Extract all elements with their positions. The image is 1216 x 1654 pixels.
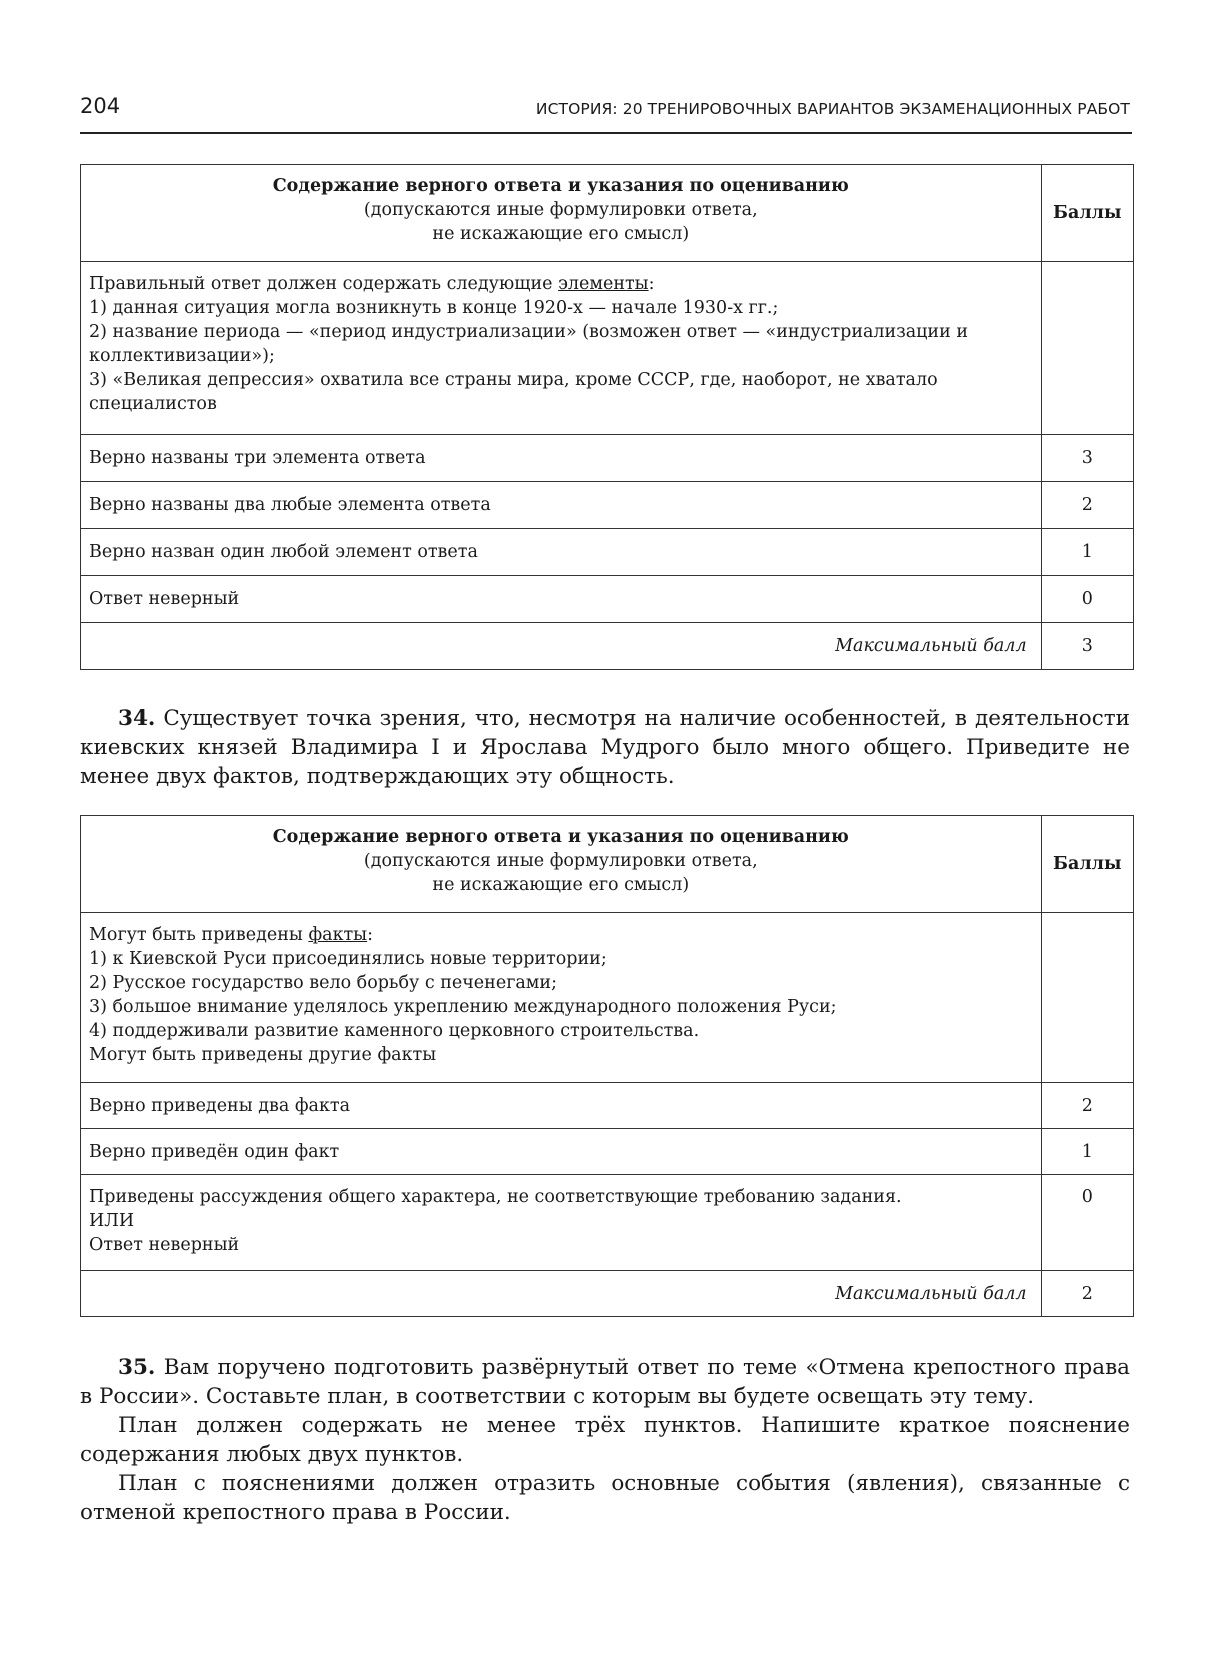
criteria-cell: [81, 913, 1042, 1083]
criteria-item: 2) название периода — «период индустриализации» (возможен ответ — «индустриализации и коллективизации»);: [89, 322, 968, 366]
score-value: 1: [1041, 1129, 1133, 1175]
task-35-paragraph-1: 35. Вам поручено подготовить развёрнутый ответ по теме «Отмена крепостного права в России». Составьте план, в соответствии с которым вы будете освещать эту тему.: [80, 1355, 1130, 1409]
criteria-item: 3) «Великая депрессия» охватила все страны мира, кроме СССР, где, наоборот, не хватало специалистов: [89, 370, 938, 414]
score-header: Баллы: [1041, 816, 1133, 913]
score-row-text: Верно названы два любые элемента ответа: [81, 482, 1042, 529]
score-row: [81, 529, 1134, 576]
max-score-row: [81, 623, 1134, 670]
task-35: [80, 1353, 1130, 1527]
max-score-label: Максимальный балл: [81, 623, 1042, 670]
score-row: [81, 1083, 1134, 1129]
empty-score-cell: [1041, 913, 1133, 1083]
score-value: 0: [1041, 576, 1133, 623]
task-number: 34.: [118, 706, 156, 731]
header-cell: [81, 816, 1042, 913]
score-row: [81, 576, 1134, 623]
criteria-row: [81, 262, 1134, 435]
score-row-text: Приведены рассуждения общего характера, не соответствующие требованию задания. ИЛИ Ответ неверный: [81, 1175, 1042, 1271]
task-35-paragraph-2: План должен содержать не менее трёх пунктов. Напишите краткое пояснение содержания любых двух пунктов.: [80, 1413, 1130, 1467]
score-row-text: Верно приведён один факт: [81, 1129, 1042, 1175]
score-row: [81, 1175, 1134, 1271]
max-score-value: 2: [1041, 1271, 1133, 1317]
task-34-text: 34. Существует точка зрения, что, несмотря на наличие особенностей, в деятельности киевских князей Владимира I и Ярослава Мудрого было много общего. Приведите не менее двух фактов, подтверждающих эту общность.: [80, 706, 1130, 789]
max-score-row: [81, 1271, 1134, 1317]
score-value: 1: [1041, 529, 1133, 576]
score-row: [81, 435, 1134, 482]
score-value: 0: [1041, 1175, 1133, 1271]
page-header: [80, 92, 1132, 134]
score-row-text: Ответ неверный: [81, 576, 1042, 623]
score-value: 2: [1041, 482, 1133, 529]
header-line-2: (допускаются иные формулировки ответа,: [363, 851, 758, 871]
criteria-item: 2) Русское государство вело борьбу с печенегами;: [89, 973, 557, 993]
header-cell: [81, 165, 1042, 262]
max-score-value: 3: [1041, 623, 1133, 670]
criteria-item: 1) данная ситуация могла возникнуть в конце 1920-х — начале 1930-х гг.;: [89, 298, 779, 318]
criteria-item: 3) большое внимание уделялось укреплению международного положения Руси;: [89, 997, 837, 1017]
header-line-3: не искажающие его смысл): [432, 224, 690, 244]
score-value: 3: [1041, 435, 1133, 482]
criteria-item: Могут быть приведены другие факты: [89, 1045, 437, 1065]
answer-table-33: [80, 164, 1134, 670]
header-line-2: (допускаются иные формулировки ответа,: [363, 200, 758, 220]
header-line-1: Содержание верного ответа и указания по оцениванию: [272, 827, 849, 847]
answer-table-34: [80, 815, 1134, 1317]
task-number: 35.: [118, 1355, 156, 1380]
criteria-item: 1) к Киевской Руси присоединялись новые территории;: [89, 949, 607, 969]
header-line-3: не искажающие его смысл): [432, 875, 690, 895]
score-row-text: Верно приведены два факта: [81, 1083, 1042, 1129]
page-number: 204: [80, 94, 121, 118]
score-row-text: Верно названы три элемента ответа: [81, 435, 1042, 482]
score-value: 2: [1041, 1083, 1133, 1129]
score-row: [81, 1129, 1134, 1175]
criteria-cell: [81, 262, 1042, 435]
criteria-intro: Правильный ответ должен содержать следующие элементы:: [89, 274, 655, 294]
criteria-intro: Могут быть приведены факты:: [89, 925, 374, 945]
header-line-1: Содержание верного ответа и указания по оцениванию: [272, 176, 849, 196]
task-34: [80, 704, 1130, 791]
table-header-row: [81, 816, 1134, 913]
table-header-row: [81, 165, 1134, 262]
score-header: Баллы: [1041, 165, 1133, 262]
task-35-paragraph-3: План с пояснениями должен отразить основные события (явления), связанные с отменой крепостного права в России.: [80, 1471, 1130, 1525]
max-score-label: Максимальный балл: [81, 1271, 1042, 1317]
score-row-text: Верно назван один любой элемент ответа: [81, 529, 1042, 576]
score-row: [81, 482, 1134, 529]
running-title: ИСТОРИЯ: 20 ТРЕНИРОВОЧНЫХ ВАРИАНТОВ ЭКЗАМЕНАЦИОННЫХ РАБОТ: [535, 100, 1130, 118]
empty-score-cell: [1041, 262, 1133, 435]
criteria-row: [81, 913, 1134, 1083]
criteria-item: 4) поддерживали развитие каменного церковного строительства.: [89, 1021, 700, 1041]
